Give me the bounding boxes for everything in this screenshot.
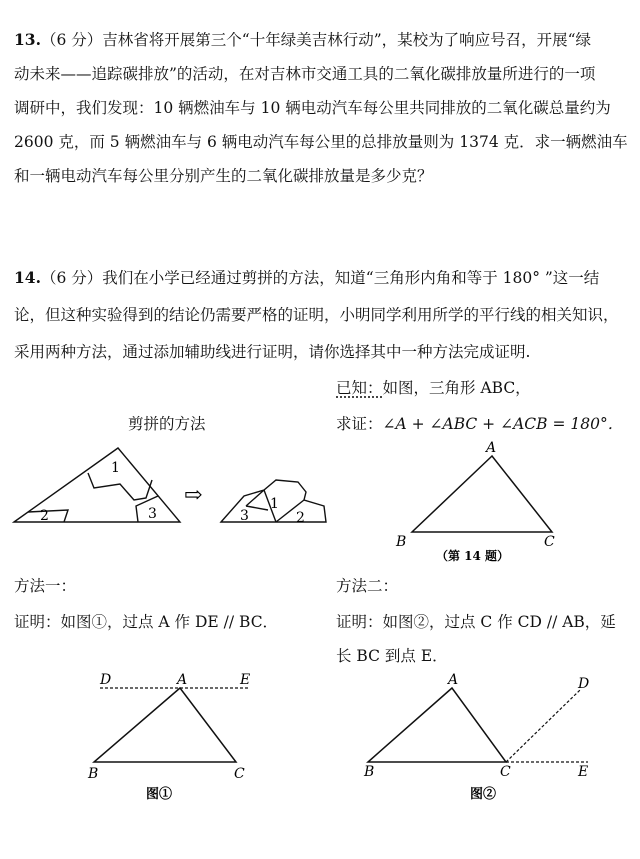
method2-proof-line1: 证明：如图②，过点 C 作 CD // AB，延: [336, 613, 616, 631]
q14-line-3: 采用两种方法，通过添加辅助线进行证明，请你选择其中一种方法完成证明.: [14, 343, 531, 361]
q13-line-4: 2600 克，而 5 辆燃油车与 6 辆电动汽车每公里的总排放量则为 1374 克．求一辆燃油车: [14, 133, 628, 151]
q13-line-2: 动未来——追踪碳排放”的活动，在对吉林市交通工具的二氧化碳排放量所进行的一项: [14, 65, 596, 83]
cut-label: 3: [240, 508, 249, 524]
figure-2: [360, 668, 600, 808]
label-a: A: [177, 672, 188, 688]
given-text: 如图，三角形 ABC，: [382, 379, 531, 397]
main-triangle-figure: [388, 440, 588, 570]
figure-caption: （第 14 题）: [436, 549, 510, 563]
q13-line-3: 调研中，我们发现：10 辆燃油车与 10 辆电动汽车每公里共同排放的二氧化碳总量约为: [14, 99, 611, 117]
label-b: B: [88, 766, 99, 782]
given-label: 已知：: [336, 379, 383, 397]
label-b: B: [364, 764, 375, 780]
q13-number: 13.: [14, 30, 41, 49]
cut-label: 1: [270, 496, 279, 512]
cut-label: 3: [148, 506, 157, 522]
figure-2-caption: 图②: [470, 787, 497, 802]
method2-title: 方法二：: [336, 577, 399, 595]
q14-line-2: 论，但这种实验得到的结论仍需要严格的证明，小明同学利用所学的平行线的相关知识，: [14, 306, 619, 324]
vertex-label-c: C: [544, 534, 555, 550]
cut-label: 2: [296, 510, 305, 526]
arrow-icon: ⇨: [184, 483, 203, 508]
triangle-abc: [368, 688, 506, 762]
label-c: C: [234, 766, 245, 782]
q14-line-1: 我们在小学已经通过剪拼的方法，知道“三角形内角和等于 180° ”这一结: [102, 269, 600, 287]
cut-paste-figure: [8, 440, 348, 540]
vertex-label-a: A: [486, 440, 497, 456]
label-d: D: [578, 676, 590, 692]
q13-line-5: 和一辆电动汽车每公里分别产生的二氧化碳排放量是多少克？: [14, 167, 433, 185]
method1-title: 方法一：: [14, 577, 77, 595]
prove-label: 求证：: [336, 415, 383, 433]
label-a: A: [448, 672, 459, 688]
label-c: C: [500, 764, 511, 780]
label-e: E: [578, 764, 589, 780]
method1-proof: 证明：如图①，过点 A 作 DE // BC．: [14, 613, 279, 631]
ray-cd: [506, 690, 580, 762]
figure-1-caption: 图①: [146, 787, 173, 802]
q13-score: （6 分）: [40, 31, 103, 49]
cut-label: 1: [111, 460, 120, 476]
q14-number: 14.: [14, 268, 41, 287]
prove-text: ∠A + ∠ABC + ∠ACB = 180°．: [382, 415, 624, 433]
q13-line-1: 吉林省将开展第三个“十年绿美吉林行动”，某校为了响应号召，开展“绿: [102, 31, 592, 49]
label-e: E: [240, 672, 251, 688]
cut-method-title: 剪拼的方法: [128, 415, 206, 433]
triangle-abc: [94, 688, 236, 762]
cut-label: 2: [40, 508, 49, 524]
q14-score: （6 分）: [40, 269, 103, 287]
label-d: D: [100, 672, 112, 688]
figure-1: [80, 668, 280, 808]
method2-proof-line2: 长 BC 到点 E．: [336, 647, 448, 665]
vertex-label-b: B: [396, 534, 407, 550]
